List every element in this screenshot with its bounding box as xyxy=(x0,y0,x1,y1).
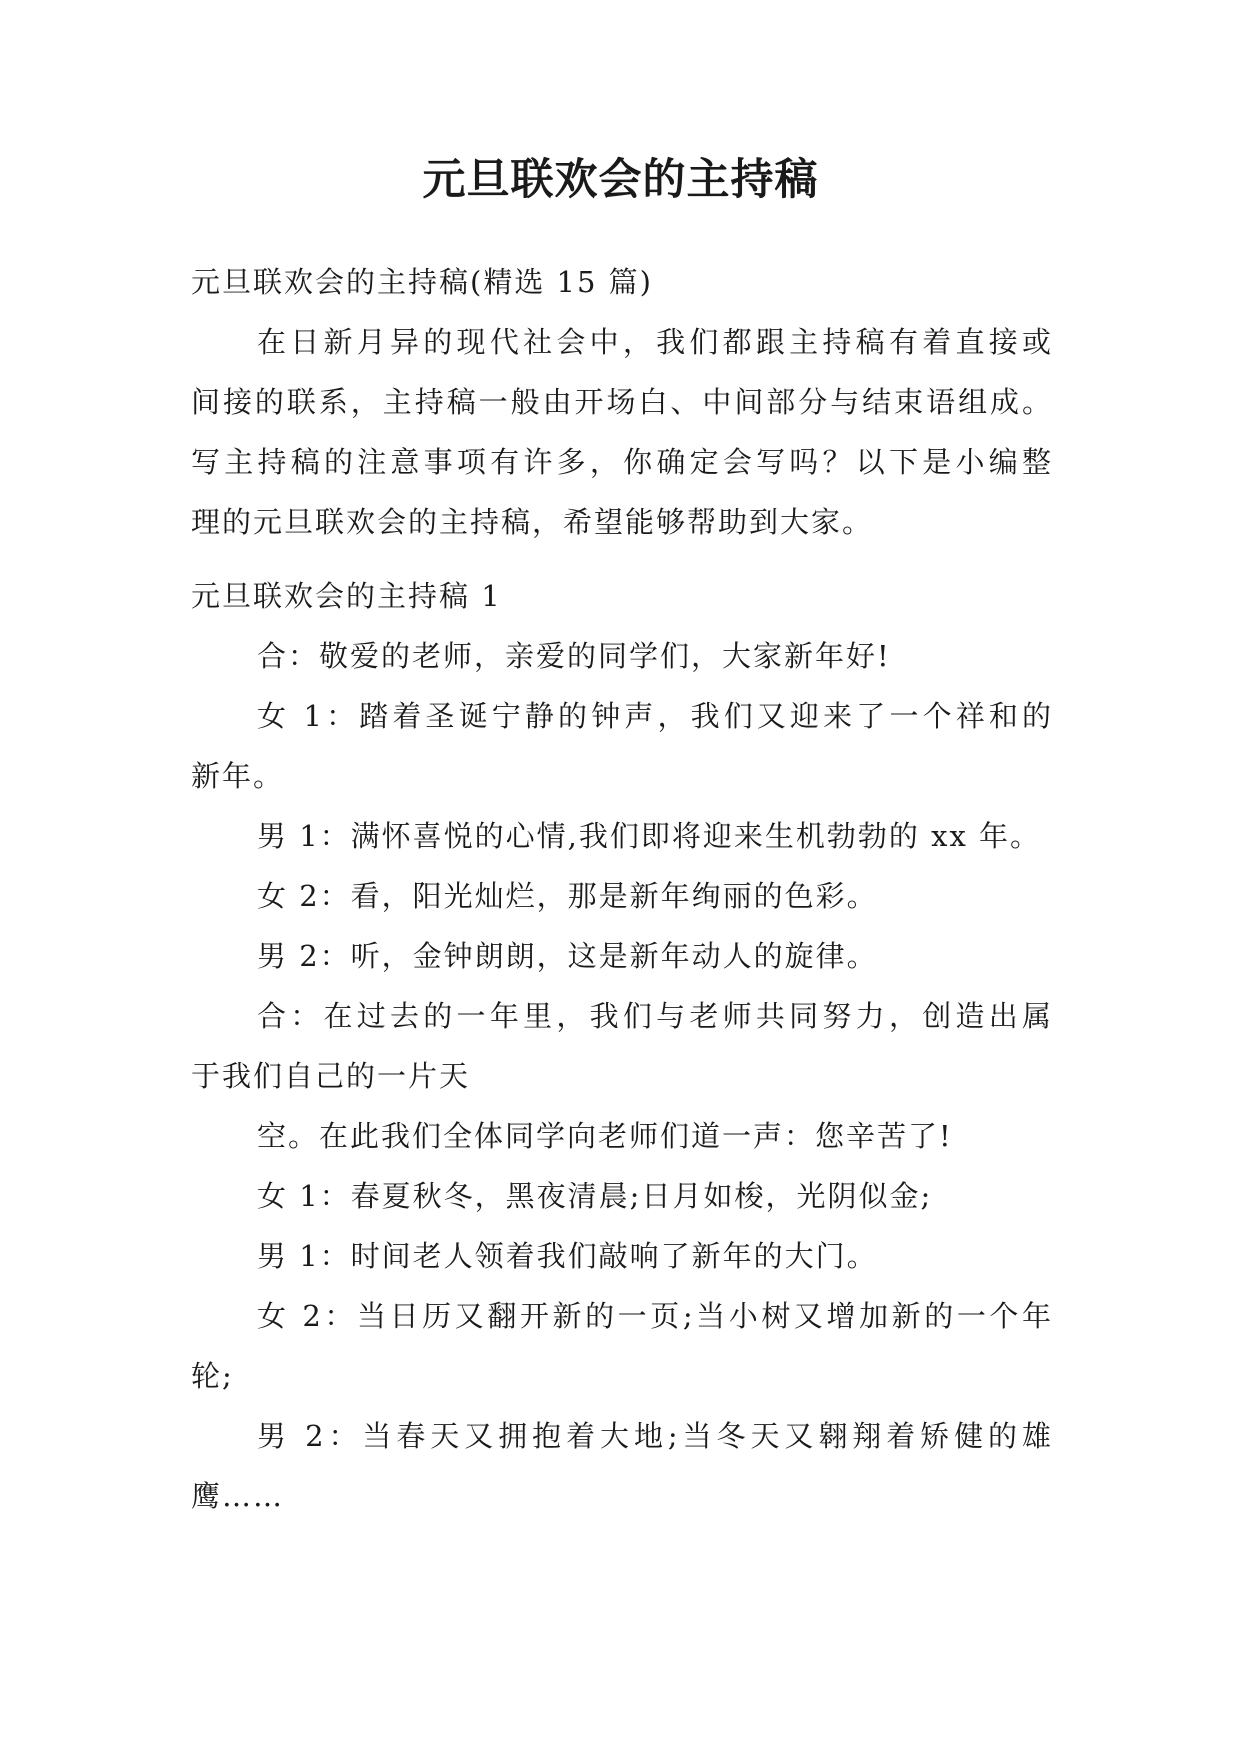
dialogue-line: 合：敬爱的老师，亲爱的同学们，大家新年好! xyxy=(257,639,891,673)
dialogue-line: 空。在此我们全体同学向老师们道一声：您辛苦了! xyxy=(257,1119,953,1153)
subtitle-line: 元旦联欢会的主持稿(精选 15 篇) xyxy=(191,265,653,299)
document-title: 元旦联欢会的主持稿 xyxy=(422,155,819,205)
dialogue-line: 轮; xyxy=(191,1359,234,1393)
section-heading: 元旦联欢会的主持稿 1 xyxy=(191,579,502,613)
paragraph-line: 写主持稿的注意事项有许多，你确定会写吗？以下是小编整 xyxy=(191,445,1053,479)
section-block xyxy=(191,566,1053,1526)
intro-block xyxy=(191,252,1053,552)
dialogue-line: 女 1：踏着圣诞宁静的钟声，我们又迎来了一个祥和的 xyxy=(257,699,1053,733)
dialogue-line: 男 1：时间老人领着我们敲响了新年的大门。 xyxy=(257,1239,878,1273)
dialogue-line: 新年。 xyxy=(191,759,285,793)
dialogue-line: 于我们自己的一片天 xyxy=(191,1059,471,1093)
dialogue-line: 女 2：当日历又翻开新的一页;当小树又增加新的一个年 xyxy=(257,1299,1053,1333)
dialogue-line: 鹰…… xyxy=(191,1479,285,1513)
dialogue-line: 合：在过去的一年里，我们与老师共同努力，创造出属 xyxy=(257,999,1053,1033)
dialogue-line: 男 2：当春天又拥抱着大地;当冬天又翱翔着矫健的雄 xyxy=(257,1419,1053,1453)
dialogue-line: 女 1：春夏秋冬，黑夜清晨;日月如梭，光阴似金; xyxy=(257,1179,933,1213)
dialogue-line: 女 2：看，阳光灿烂，那是新年绚丽的色彩。 xyxy=(257,879,878,913)
paragraph-line: 间接的联系，主持稿一般由开场白、中间部分与结束语组成。 xyxy=(191,385,1053,419)
dialogue-line: 男 2：听，金钟朗朗，这是新年动人的旋律。 xyxy=(257,939,878,973)
paragraph-line: 在日新月异的现代社会中，我们都跟主持稿有着直接或 xyxy=(257,325,1053,359)
paragraph-line: 理的元旦联欢会的主持稿，希望能够帮助到大家。 xyxy=(191,505,874,539)
dialogue-line: 男 1：满怀喜悦的心情,我们即将迎来生机勃勃的 xx 年。 xyxy=(257,819,1042,853)
